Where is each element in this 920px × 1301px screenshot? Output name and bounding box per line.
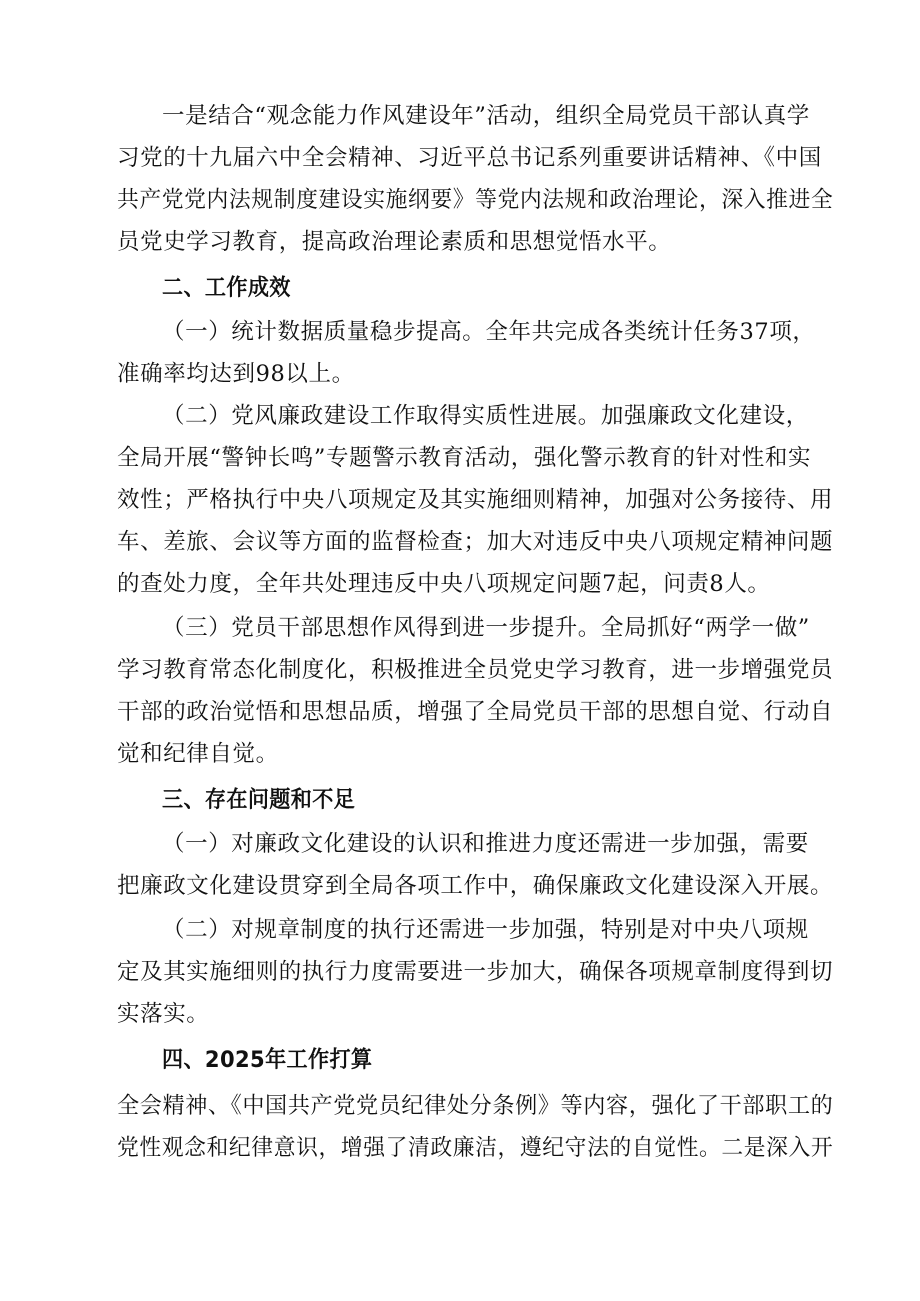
paragraph-line: 党性观念和纪律意识，增强了清政廉洁，遵纪守法的自觉性。二是深入开 xyxy=(117,1135,834,1161)
paragraph-line: 觉和纪律自觉。 xyxy=(117,741,279,767)
paragraph-line: 车、差旅、会议等方面的监督检查；加大对违反中央八项规定精神问题 xyxy=(117,529,834,555)
paragraph-line: 把廉政文化建设贯穿到全局各项工作中，确保廉政文化建设深入开展。 xyxy=(117,873,834,899)
paragraph-line: 效性；严格执行中央八项规定及其实施细则精神，加强对公务接待、用 xyxy=(117,487,834,513)
paragraph-line: 共产党党内法规制度建设实施纲要》等党内法规和政治理论，深入推进全 xyxy=(117,187,834,213)
paragraph-line: 学习教育常态化制度化，积极推进全员党史学习教育，进一步增强党员 xyxy=(117,657,834,683)
paragraph-line: （二）对规章制度的执行还需进一步加强，特别是对中央八项规 xyxy=(162,917,809,943)
paragraph-line: 准确率均达到98以上。 xyxy=(117,361,355,387)
paragraph-line: 一是结合“观念能力作风建设年”活动，组织全局党员干部认真学 xyxy=(162,103,810,129)
section-heading: 三、存在问题和不足 xyxy=(162,787,356,813)
paragraph-line: 干部的政治觉悟和思想品质，增强了全局党员干部的思想自觉、行动自 xyxy=(117,699,834,725)
section-heading: 二、工作成效 xyxy=(162,275,291,301)
paragraph-line: （一）统计数据质量稳步提高。全年共完成各类统计任务37项， xyxy=(162,319,816,345)
paragraph-line: 实落实。 xyxy=(117,1001,210,1027)
paragraph-line: 的查处力度，全年共处理违反中央八项规定问题7起，问责8人。 xyxy=(117,571,771,597)
paragraph-line: （一）对廉政文化建设的认识和推进力度还需进一步加强，需要 xyxy=(162,831,809,857)
paragraph-line: 定及其实施细则的执行力度需要进一步加大，确保各项规章制度得到切 xyxy=(117,959,834,985)
paragraph-line: 全会精神、《中国共产党党员纪律处分条例》等内容，强化了干部职工的 xyxy=(117,1093,834,1119)
section-heading: 四、2025年工作打算 xyxy=(162,1047,373,1073)
paragraph-line: 习党的十九届六中全会精神、习近平总书记系列重要讲话精神、《中国 xyxy=(117,145,822,171)
paragraph-line: 员党史学习教育，提高政治理论素质和思想觉悟水平。 xyxy=(117,229,672,255)
paragraph-line: 全局开展“警钟长鸣”专题警示教育活动，强化警示教育的针对性和实 xyxy=(117,445,812,471)
paragraph-line: （二）党风廉政建设工作取得实质性进展。加强廉政文化建设， xyxy=(162,403,809,429)
paragraph-line: （三）党员干部思想作风得到进一步提升。全局抓好“两学一做” xyxy=(162,615,810,641)
